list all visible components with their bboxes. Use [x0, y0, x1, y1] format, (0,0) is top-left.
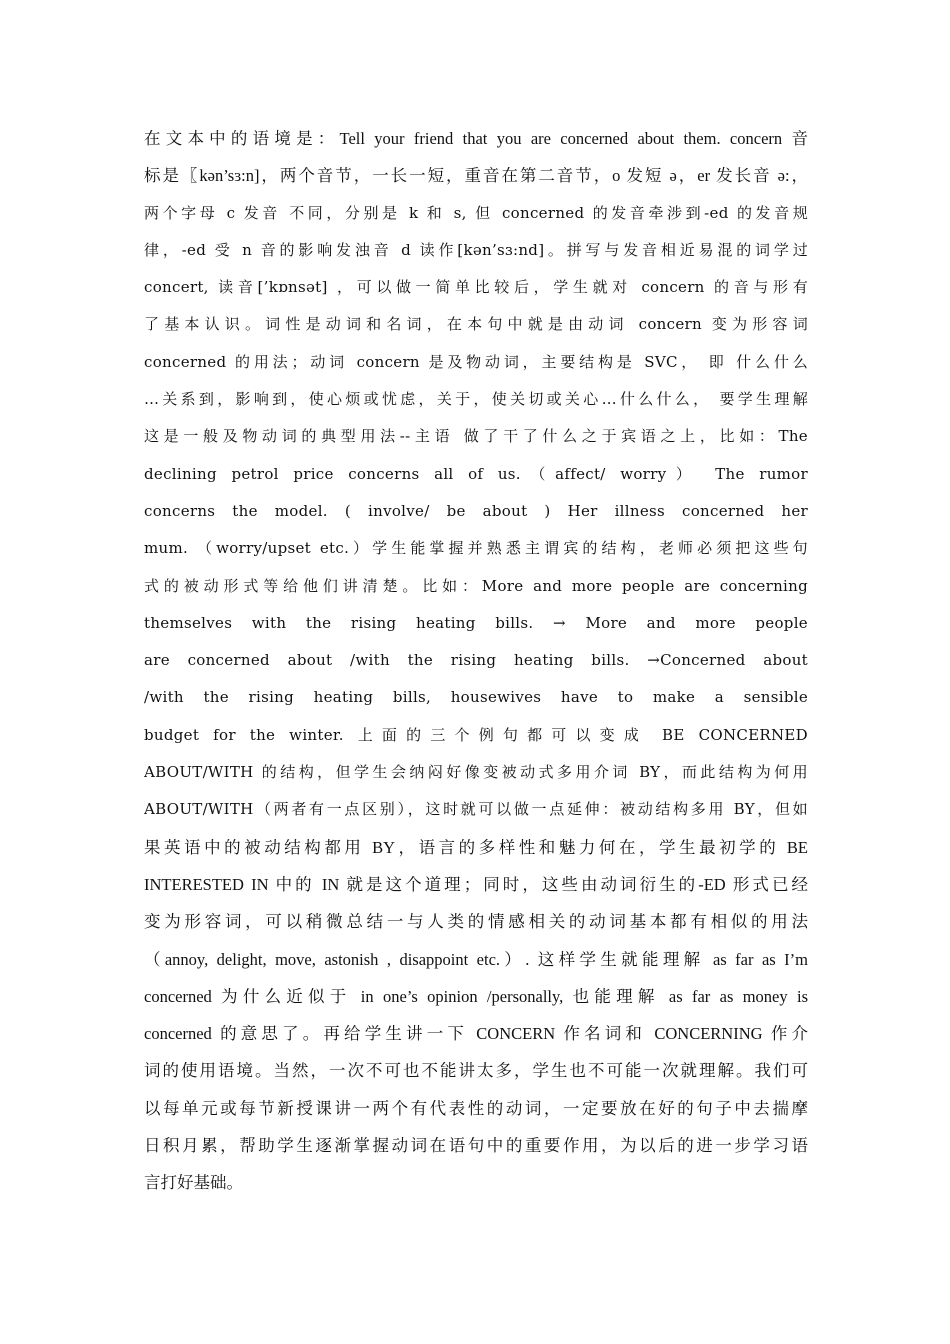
text-line: 这是一般及物动词的典型用法--主语 做了干了什么之于宾语之上，比如：The — [144, 427, 808, 446]
text-line: concerned 为什么近似于 in one’s opinion /personally, 也能理解 as far as money is — [144, 986, 808, 1006]
text-line: budget for the winter. 上面的三个例句都可以变成 BE CONCERNED — [144, 725, 808, 744]
text-line: 日积月累，帮助学生逐渐掌握动词在语句中的重要作用，为以后的进一步学习语 — [144, 1136, 808, 1156]
text-line: 变为形容词，可以稍微总结一与人类的情感相关的动词基本都有相似的用法 — [144, 912, 808, 932]
text-line: …关系到，影响到，使心烦或忧虑，关于，使关切或关心…什么什么， 要学生理解 — [144, 390, 808, 409]
document-body — [144, 120, 808, 1202]
text-line: ABOUT/WITH（两者有一点区别），这时就可以做一点延伸：被动结构多用 BY，但如 — [144, 800, 808, 819]
text-line: 式的被动形式等给他们讲清楚。比如：More and more people are concerning — [144, 576, 808, 595]
text-line: ABOUT/WITH 的结构，但学生会纳闷好像变被动式多用介词 BY，而此结构为何用 — [144, 763, 808, 782]
text-line: 了基本认识。词性是动词和名词，在本句中就是由动词 concern 变为形容词 — [144, 315, 808, 334]
text-line: are concerned about /with the rising heating bills. →Concerned about — [144, 651, 808, 670]
text-line: 在文本中的语境是：Tell your friend that you are concerned about them. concern 音 — [144, 129, 808, 148]
text-line: mum. （worry/upset etc.）学生能掌握并熟悉主谓宾的结构，老师必须把这些句 — [144, 539, 808, 558]
text-line: themselves with the rising heating bills. → More and more people — [144, 613, 808, 632]
text-line: concerned 的意思了。再给学生讲一下 CONCERN 作名词和 CONCERNING 作介 — [144, 1024, 808, 1044]
text-line: concerns the model. ( involve/ be about ) Her illness concerned her — [144, 501, 808, 520]
text-line: 两个字母 c 发音 不同，分别是 k 和 s, 但 concerned 的发音牵涉到-ed 的发音规 — [144, 203, 808, 222]
text-line: concert, 读音[’kɒnsət] ，可以做一简单比较后，学生就对 concern 的音与形有 — [144, 278, 808, 297]
text-line: 以每单元或每节新授课讲一两个有代表性的动词，一定要放在好的句子中去揣摩 — [144, 1098, 808, 1118]
text-line: 言打好基础。 — [144, 1173, 243, 1193]
text-line: concerned 的用法；动词 concern 是及物动词，主要结构是 SVC， 即 什么什么 — [144, 352, 808, 371]
text-line: /with the rising heating bills, housewives have to make a sensible — [144, 688, 808, 707]
text-line: 果英语中的被动结构都用 BY，语言的多样性和魅力何在，学生最初学的 BE — [144, 837, 808, 857]
text-line: 词的使用语境。当然，一次不可也不能讲太多，学生也不可能一次就理解。我们可 — [144, 1061, 808, 1081]
text-line: （annoy, delight, move, astonish , disappoint etc.）. 这样学生就能理解 as far as I’m — [144, 949, 808, 969]
text-line: 律，-ed 受 n 音的影响发浊音 d 读作[kən’sɜ:nd]。拼写与发音相近易混的词学过 — [144, 240, 808, 259]
text-line: declining petrol price concerns all of us.（affect/ worry） The rumor — [144, 464, 808, 483]
text-line: INTERESTED IN 中的 IN 就是这个道理；同时，这些由动词衍生的-ED 形式已经 — [144, 874, 808, 894]
text-line: 标是〖kən’sɜ:n]，两个音节，一长一短，重音在第二音节，o 发短 ə，er 发长音 ə:， — [144, 166, 808, 186]
